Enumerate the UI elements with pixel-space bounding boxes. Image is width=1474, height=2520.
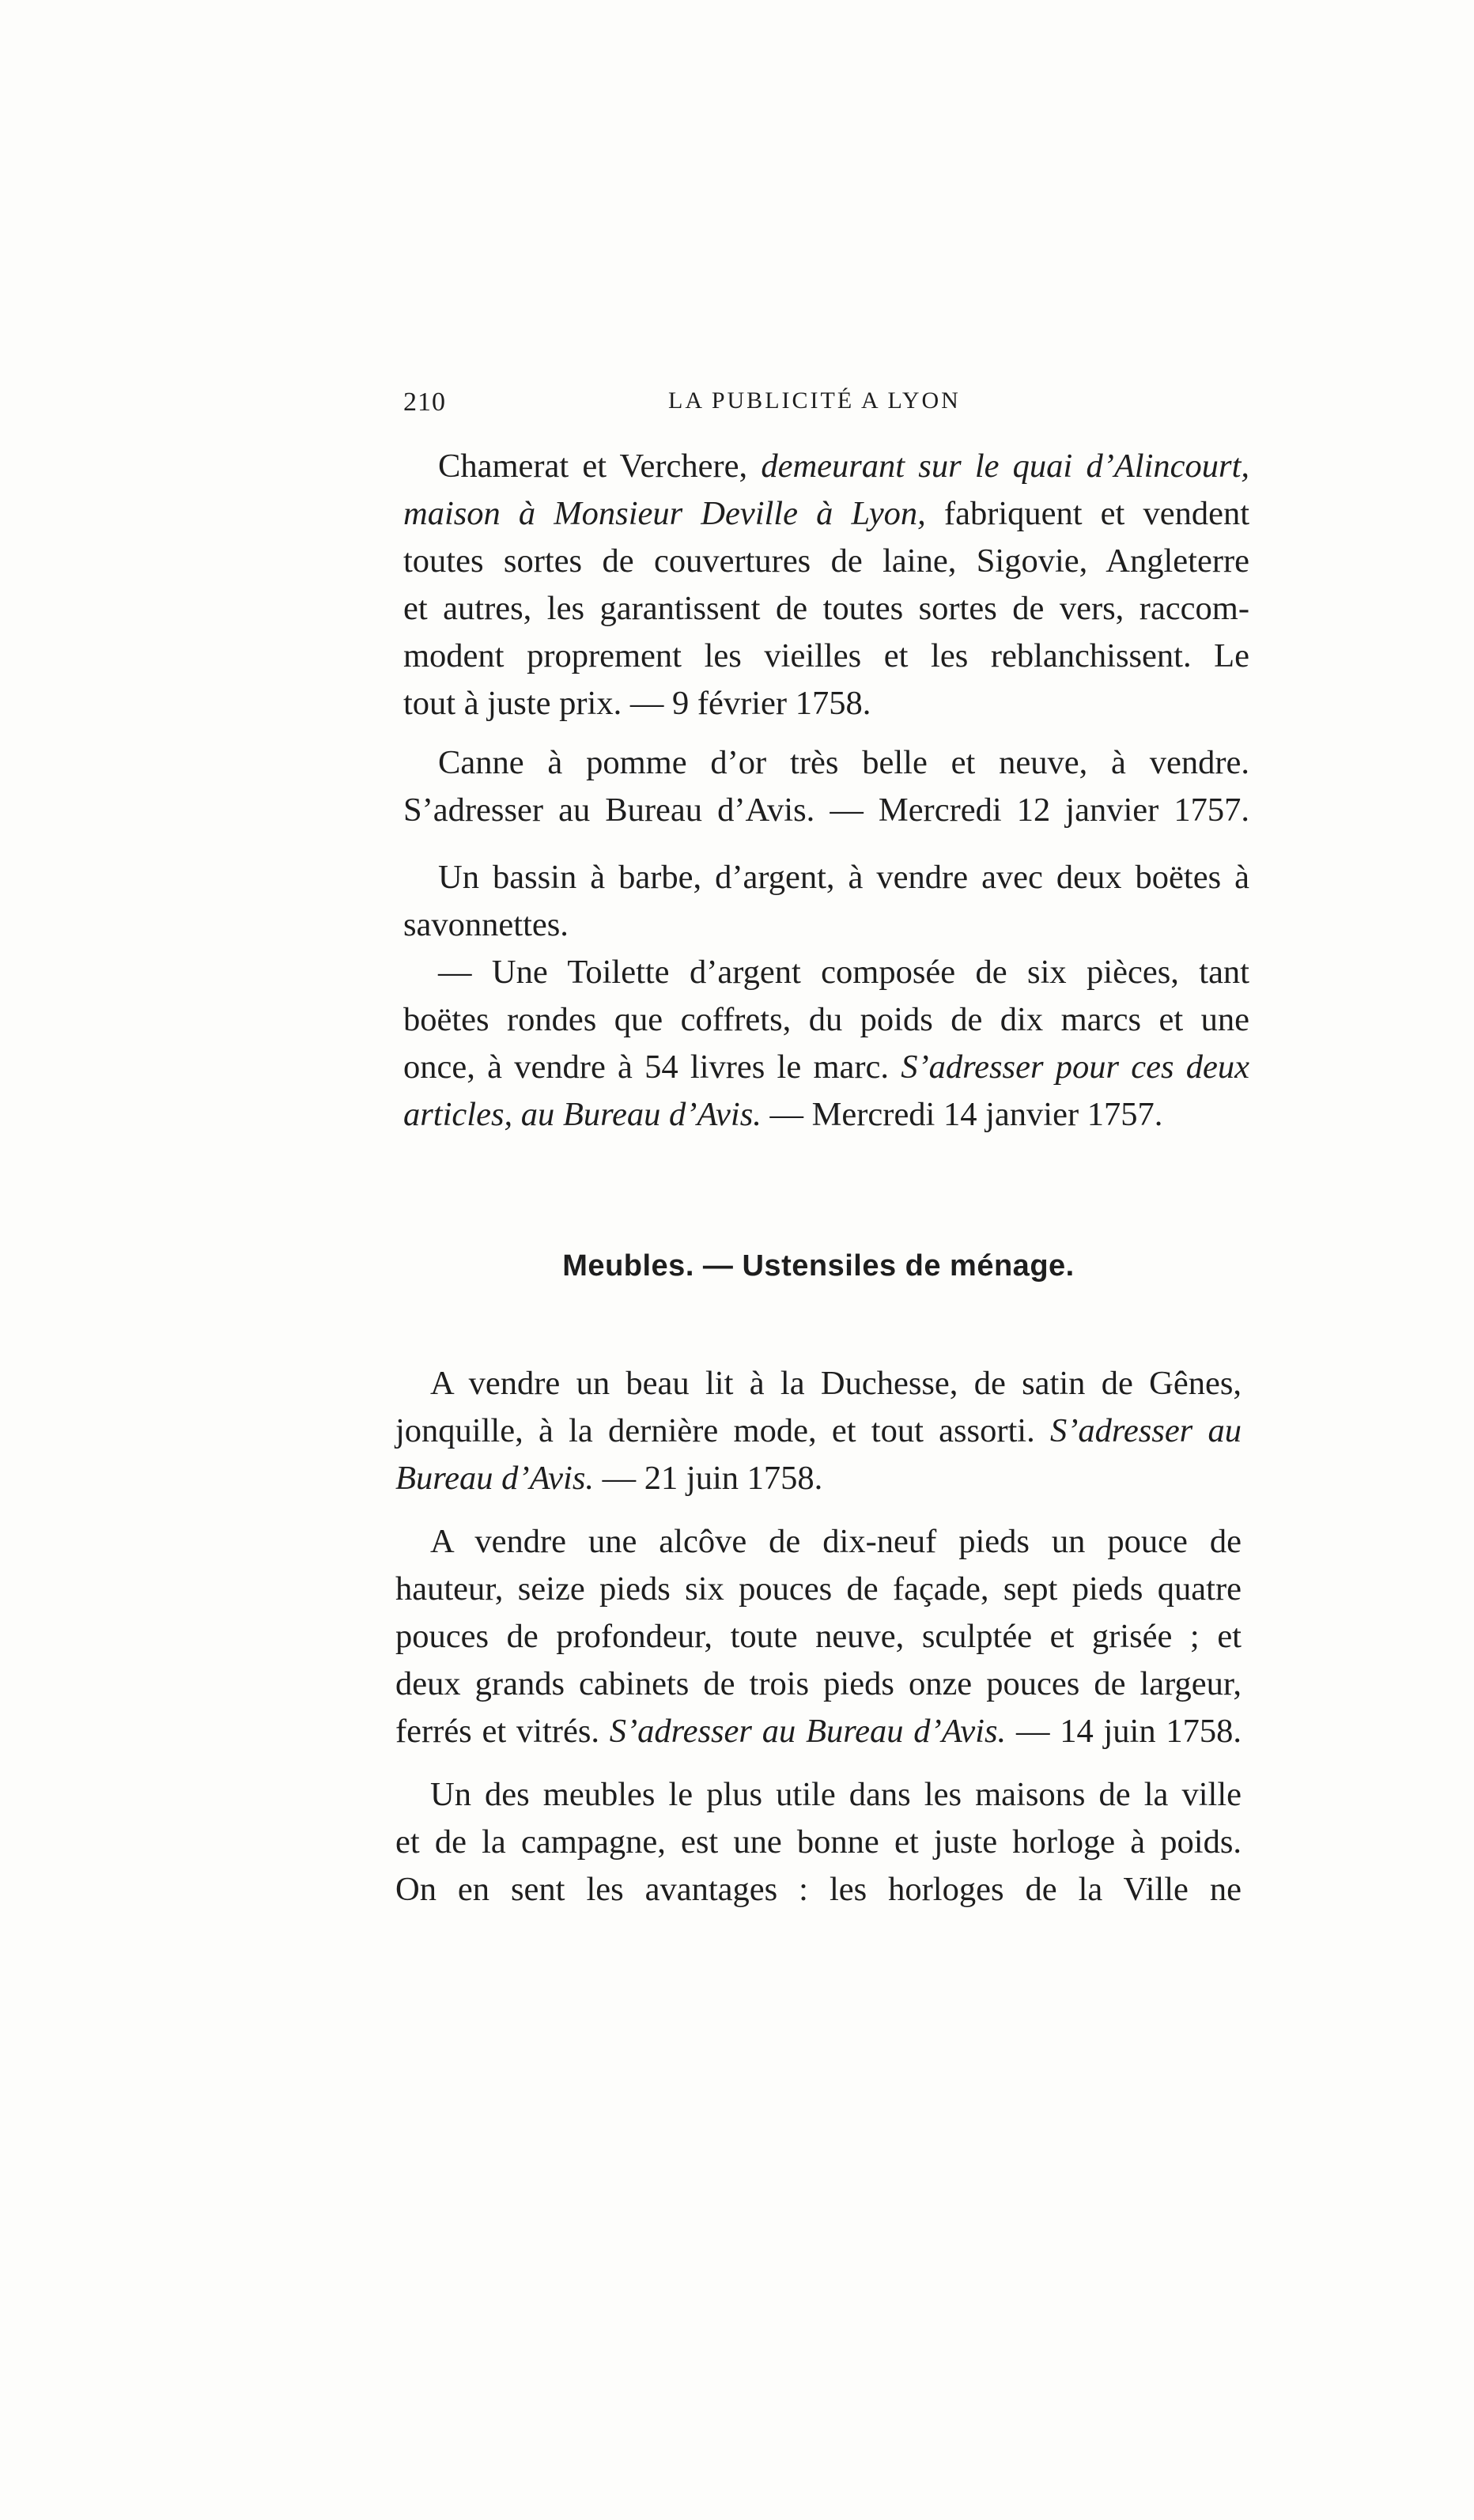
page-header xyxy=(403,387,1257,425)
running-title: LA PUBLICITÉ A LYON xyxy=(668,387,961,414)
paragraph-alcove: A vendre une alcôve de dix-neuf pieds un pouce de hauteur, seize pieds six pouces de façade, sept pieds quatre pouces de profondeur, toute neuve, sculptée et grisée ; et deux grands cabinets de trois pieds onze pouces de largeur, ferrés et vitrés. S’adresser au Bureau d’Avis. — 14 juin 1758. xyxy=(395,1523,1242,1750)
paragraph-canne: Canne à pomme d’or très belle et neuve, à vendre. S’adresser au Bureau d’Avis. — Mercredi 12 janvier 1757. xyxy=(403,744,1249,829)
paragraph-horloge: Un des meubles le plus utile dans les maisons de la ville et de la campagne, est une bonne et juste horloge à poids. On en sent les avantages : les horloges de la Ville ne xyxy=(395,1776,1242,1908)
paragraph-lit: A vendre un beau lit à la Duchesse, de satin de Gênes, jonquille, à la dernière mode, et tout assorti. S’adresser au Bureau d’Avis. — 21 juin 1758. xyxy=(395,1365,1242,1497)
page-number: 210 xyxy=(403,387,446,417)
section-heading: Meubles. — Ustensiles de ménage. xyxy=(562,1249,1075,1283)
paragraph-couvertures: Chamerat et Verchere, demeurant sur le quai d’Alincourt, maison à Monsieur Deville à Lyon, fabriquent et vendent toutes sortes de couvertures de laine, Sigovie, Angleterre et autres, les garantissent de toutes sortes de vers, raccom- modent proprement les vieilles et les reblanchissent. Le tout à juste prix. — 9 février 1758. xyxy=(403,448,1250,722)
paragraph-bassin: Un bassin à barbe, d’argent, à vendre avec deux boëtes à savonnettes. — Une Toilette d’argent composée de six pièces, tant boëtes rondes que coffrets, du poids de dix marcs et une once, à vendre à 54 livres le marc. S’adresser pour ces deux articles, au Bureau d’Avis. — Mercredi 14 janvier 1757. xyxy=(403,859,1249,1133)
